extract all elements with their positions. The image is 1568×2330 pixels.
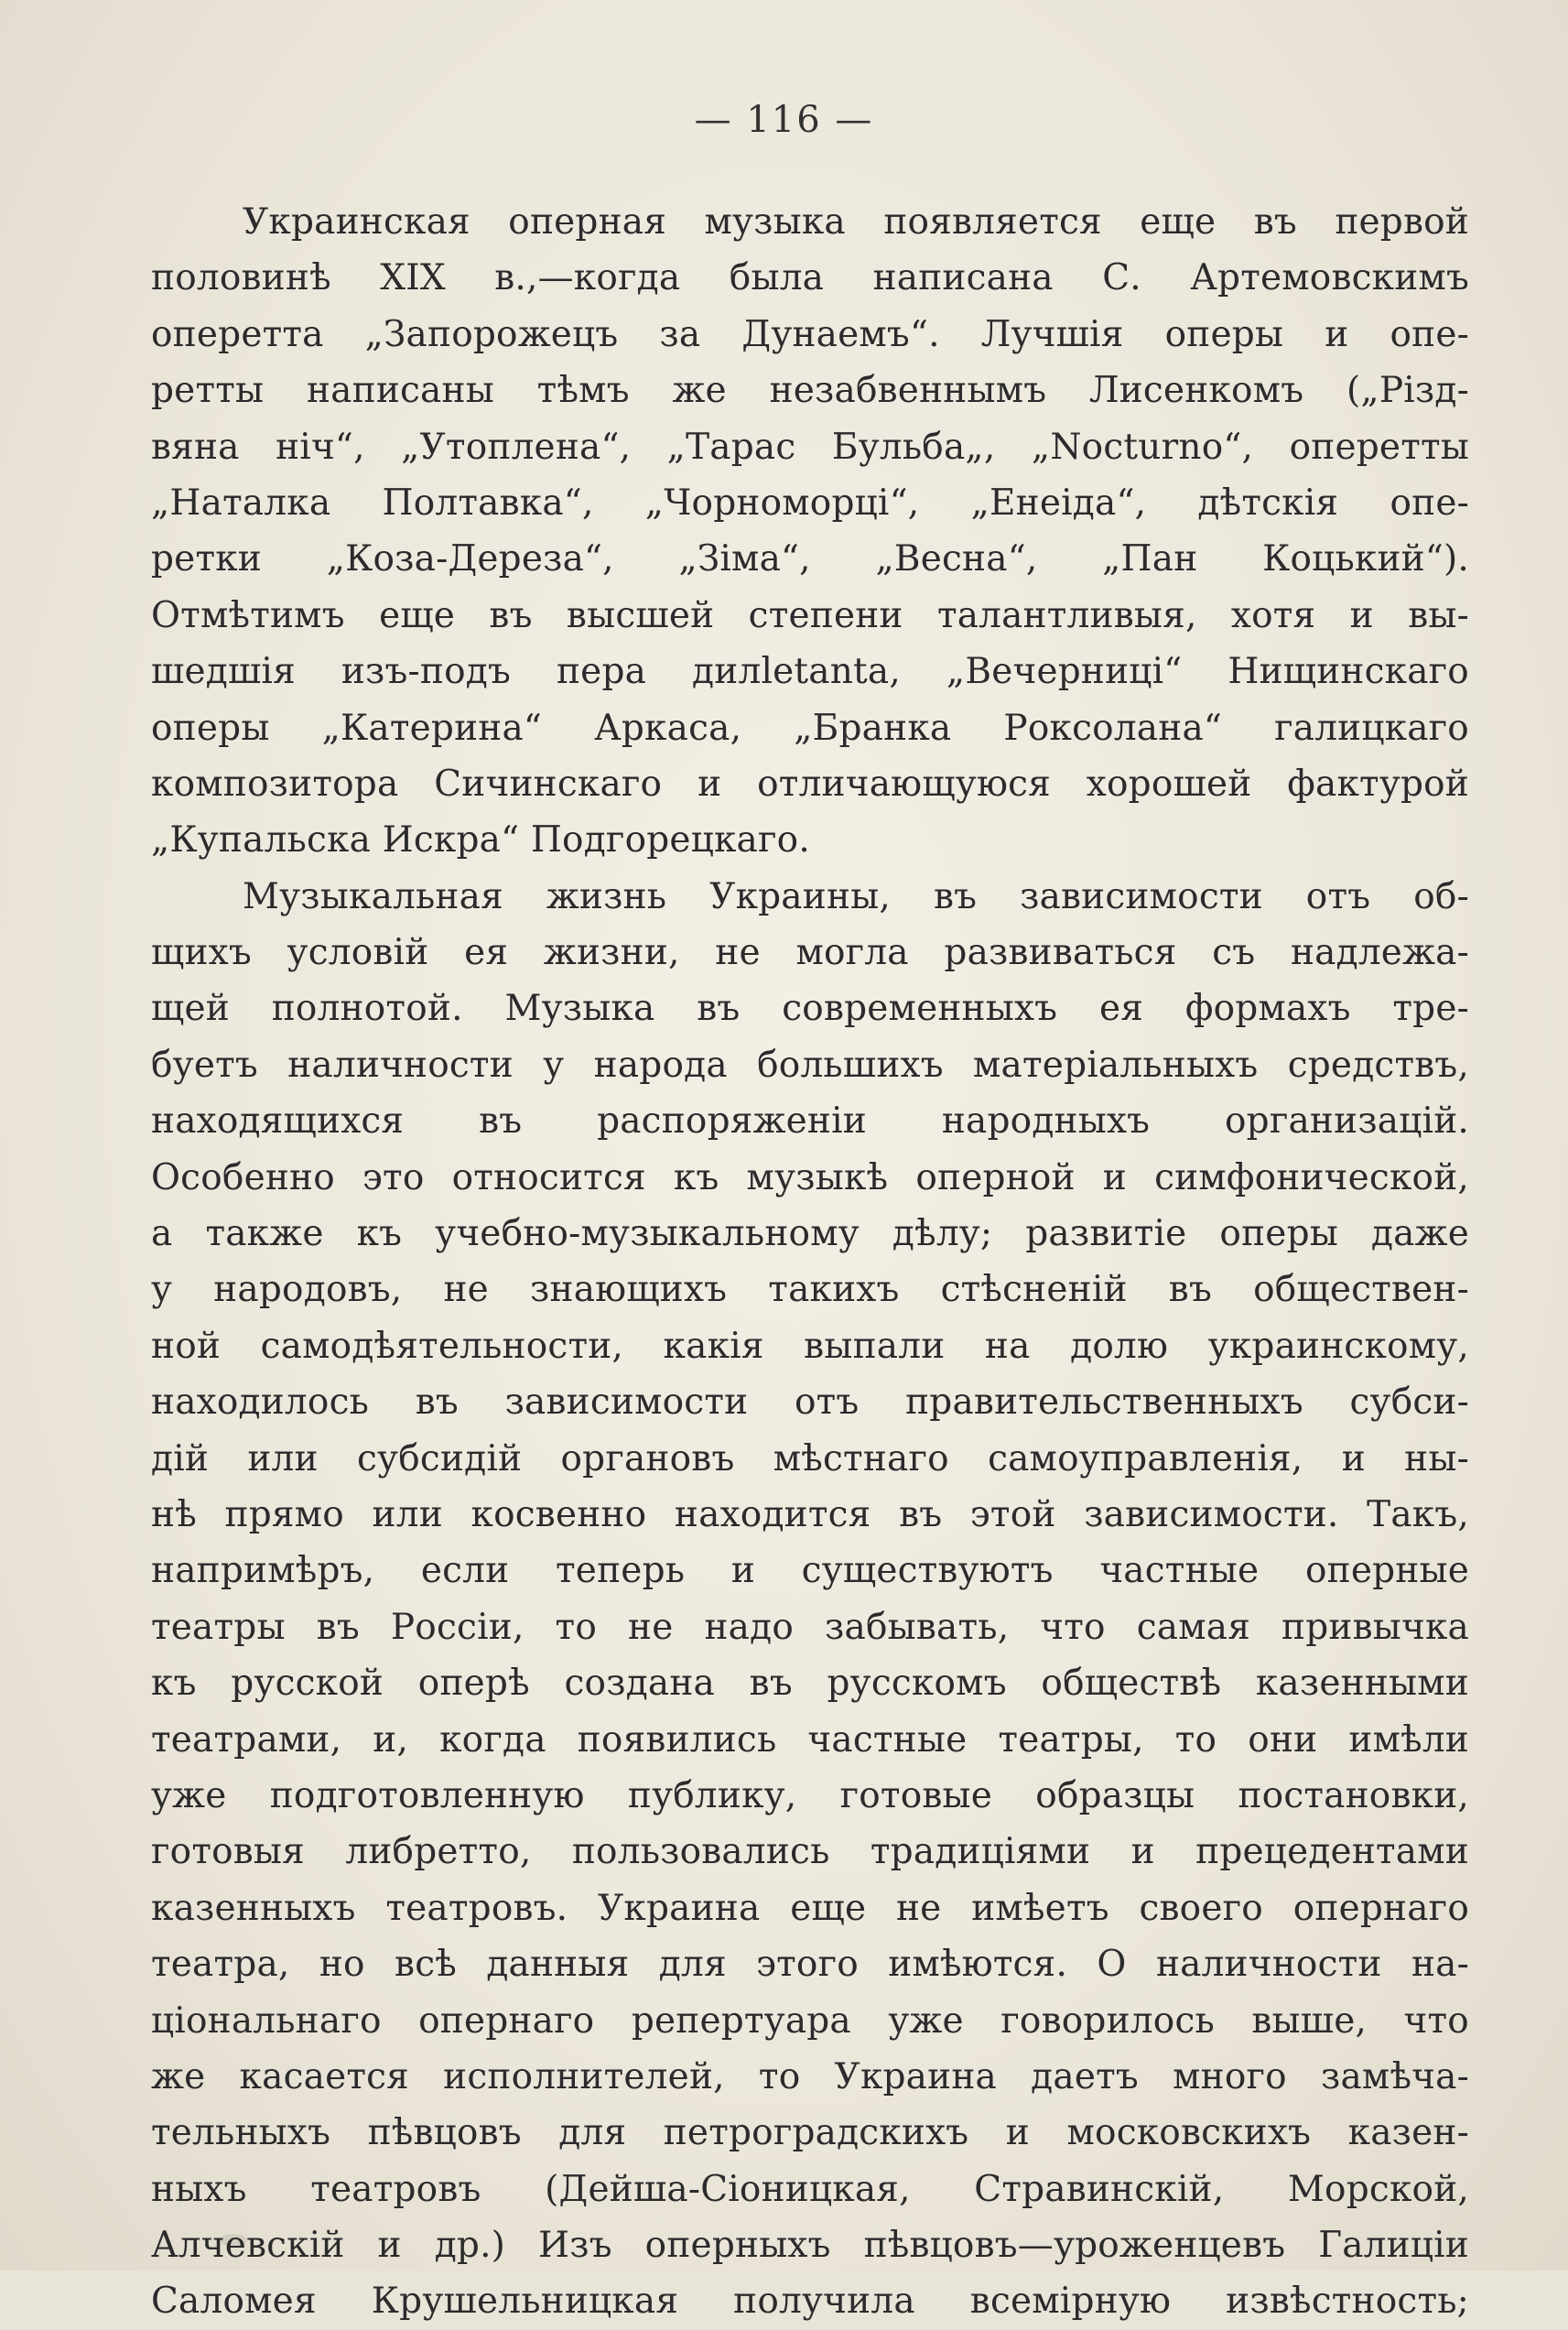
text-line: театрами, и, когда появились частные театры, то они имѣли <box>151 1718 1469 1761</box>
text-line: ретты написаны тѣмъ же незабвеннымъ Лисенкомъ („Різд- <box>151 370 1469 412</box>
text-line: а также къ учебно-музыкальному дѣлу; развитіе оперы даже <box>151 1213 1469 1255</box>
text-line: оперетта „Запорожецъ за Дунаемъ“. Лучшія оперы и опе- <box>151 313 1469 355</box>
text-line: у народовъ, не знающихъ такихъ стѣсненій въ обществен- <box>151 1269 1469 1311</box>
text-line: театра, но всѣ данныя для этого имѣются. О наличности на- <box>151 1944 1469 1986</box>
text-line: ной самодѣятельности, какія выпали на долю украинскому, <box>151 1325 1469 1367</box>
text-line: ціональнаго опернаго репертуара уже говорилось выше, что <box>151 1999 1469 2042</box>
text-line: половинѣ XIX в.,—когда была написана С. Артемовскимъ <box>151 257 1469 299</box>
text-line: Алчевскій и др.) Изъ оперныхъ пѣвцовъ—уроженцевъ Галиціи <box>151 2225 1469 2267</box>
text-line: Саломея Крушельницкая получила всемірную извѣстность; <box>151 2281 1469 2323</box>
text-line: тельныхъ пѣвцовъ для петроградскихъ и московскихъ казен- <box>151 2112 1469 2154</box>
paragraph <box>151 869 1469 2330</box>
text-line: напримѣръ, если теперь и существуютъ частные оперные <box>151 1550 1469 1592</box>
text-line: щихъ условій ея жизни, не могла развиваться съ надлежа- <box>151 932 1469 974</box>
text-line: ныхъ театровъ (Дейша-Сіоницкая, Стравинскій, Морской, <box>151 2168 1469 2210</box>
text-line: Отмѣтимъ еще въ высшей степени талантливыя, хотя и вы- <box>151 594 1469 636</box>
text-line: казенныхъ театровъ. Украина еще не имѣетъ своего опернаго <box>151 1887 1469 1929</box>
page-number: — 116 — <box>694 99 874 141</box>
text-line: къ русской оперѣ создана въ русскомъ обществѣ казенными <box>151 1663 1469 1705</box>
text-line: театры въ Россіи, то не надо забывать, что самая привычка <box>151 1606 1469 1648</box>
body-text <box>151 194 1469 2330</box>
text-line: же касается исполнителей, то Украина даетъ много замѣча- <box>151 2055 1469 2097</box>
text-line: вяна ніч“, „Утоплена“, „Тарас Бульба„, „Nocturno“, оперетты <box>151 426 1469 468</box>
text-line: готовыя либретто, пользовались традиціями и прецедентами <box>151 1831 1469 1873</box>
text-line: Особенно это относится къ музыкѣ оперной и симфонической, <box>151 1156 1469 1198</box>
text-line: композитора Сичинскаго и отличающуюся хорошей фактурой <box>151 763 1469 805</box>
paragraph <box>151 194 1469 869</box>
text-line: Украинская оперная музыка появляется еще въ первой <box>243 201 1469 243</box>
text-line: ретки „Коза-Дереза“, „Зіма“, „Весна“, „Пан Коцький“). <box>151 538 1469 580</box>
text-line: оперы „Катерина“ Аркаса, „Бранка Роксолана“ галицкаго <box>151 707 1469 749</box>
text-line: буетъ наличности у народа большихъ матеріальныхъ средствъ, <box>151 1044 1469 1086</box>
text-line: щей полнотой. Музыка въ современныхъ ея формахъ тре- <box>151 988 1469 1030</box>
text-line: находилось въ зависимости отъ правительственныхъ субси- <box>151 1382 1469 1424</box>
text-line: дій или субсидій органовъ мѣстнаго самоуправленія, и ны- <box>151 1437 1469 1479</box>
text-line: уже подготовленную публику, готовые образцы постановки, <box>151 1774 1469 1816</box>
text-line: нѣ прямо или косвенно находится въ этой зависимости. Такъ, <box>151 1493 1469 1535</box>
text-line: „Наталка Полтавка“, „Чорноморці“, „Енеіда“, дѣтскія опе- <box>151 482 1469 524</box>
text-line: находящихся въ распоряженіи народныхъ организацій. <box>151 1100 1469 1143</box>
text-line: „Купальска Искра“ Подгорецкаго. <box>151 819 810 862</box>
text-line: Музыкальная жизнь Украины, въ зависимости отъ об- <box>243 875 1469 917</box>
text-line: шедшія изъ-подъ пера дилletanta, „Вечерниці“ Нищинскаго <box>151 651 1469 693</box>
